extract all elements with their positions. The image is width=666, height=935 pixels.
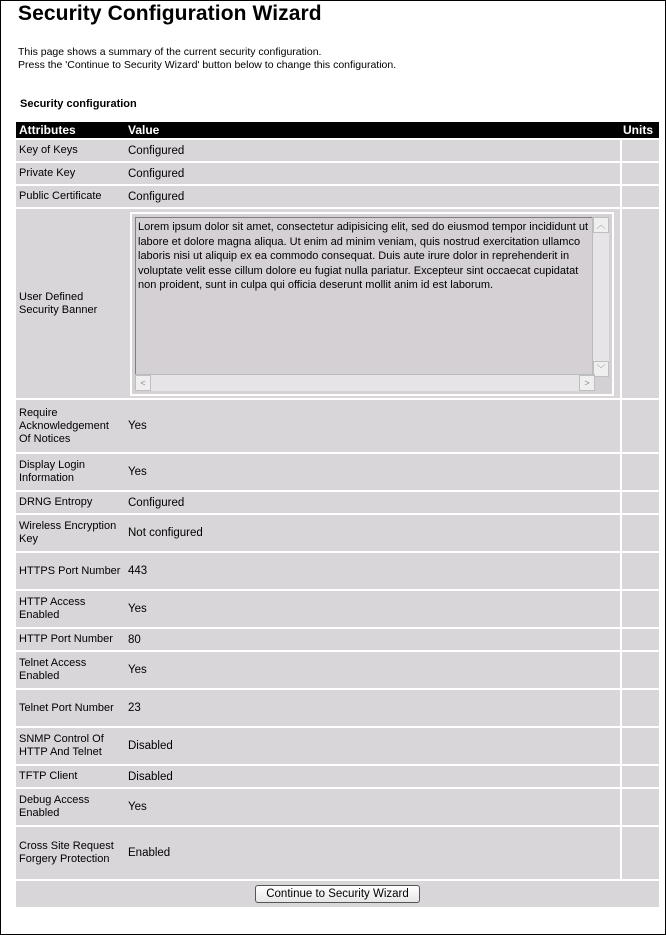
table-header-row — [16, 122, 659, 138]
attr-cell: TFTP Client — [16, 766, 125, 787]
page-title: Security Configuration Wizard — [18, 2, 322, 25]
table-row — [16, 492, 659, 513]
units-cell — [620, 652, 659, 688]
table-row — [16, 766, 659, 787]
attr-cell: Private Key — [16, 163, 125, 184]
units-cell — [620, 140, 659, 161]
units-cell — [620, 766, 659, 787]
attr-cell: Key of Keys — [16, 140, 125, 161]
attr-cell: Cross Site Request Forgery Protection — [16, 827, 125, 879]
attr-cell: Public Certificate — [16, 186, 125, 207]
table-row — [16, 652, 659, 688]
vertical-scrollbar[interactable] — [592, 217, 609, 377]
units-cell — [620, 186, 659, 207]
units-cell — [620, 591, 659, 627]
attr-cell: Wireless Encryption Key — [16, 515, 125, 551]
units-cell — [620, 629, 659, 650]
value-cell: 443 — [125, 553, 620, 589]
units-cell — [620, 454, 659, 490]
table-row — [16, 629, 659, 650]
security-banner-textarea[interactable] — [130, 212, 614, 396]
table-row — [16, 400, 659, 452]
table-row — [16, 789, 659, 825]
header-units: Units — [620, 122, 659, 138]
attr-cell: DRNG Entropy — [16, 492, 125, 513]
value-cell — [125, 209, 620, 398]
attr-cell: Display Login Information — [16, 454, 125, 490]
scroll-down-arrow-icon[interactable]: ﹀ — [593, 361, 609, 377]
value-cell: Not configured — [125, 515, 620, 551]
table-row — [16, 163, 659, 184]
units-cell — [620, 400, 659, 452]
attr-cell: Require Acknowledgement Of Notices — [16, 400, 125, 452]
units-cell — [620, 163, 659, 184]
table-row — [16, 591, 659, 627]
table-row — [16, 186, 659, 207]
table-row — [16, 515, 659, 551]
horizontal-scrollbar[interactable] — [135, 374, 595, 391]
value-cell: Configured — [125, 492, 620, 513]
scroll-left-arrow-icon[interactable]: < — [135, 375, 151, 391]
table-footer-row — [16, 881, 659, 907]
intro-text — [18, 46, 396, 72]
value-cell: Configured — [125, 163, 620, 184]
security-config-table — [16, 120, 659, 909]
attr-cell: Telnet Port Number — [16, 690, 125, 726]
table-row — [16, 690, 659, 726]
table-row — [16, 140, 659, 161]
value-cell: Yes — [125, 454, 620, 490]
header-attributes: Attributes — [16, 122, 125, 138]
value-cell: Configured — [125, 186, 620, 207]
units-cell — [620, 827, 659, 879]
units-cell — [620, 209, 659, 398]
value-cell: Disabled — [125, 728, 620, 764]
value-cell: Yes — [125, 400, 620, 452]
scroll-right-arrow-icon[interactable]: > — [579, 375, 595, 391]
table-row — [16, 209, 659, 398]
value-cell: Configured — [125, 140, 620, 161]
value-cell: 23 — [125, 690, 620, 726]
scroll-up-arrow-icon[interactable]: ︿ — [593, 217, 609, 233]
value-cell: Enabled — [125, 827, 620, 879]
table-row — [16, 553, 659, 589]
units-cell — [620, 728, 659, 764]
security-banner-text: Lorem ipsum dolor sit amet, consectetur adipisicing elit, sed do eiusmod tempor incididunt ut labore et dolore magna aliqua. Ut enim ad minim veniam, quis nostrud exercitation ullamco laboris nisi ut aliquip ex ea commodo consequat. Duis aute irure dolor in reprehenderit in voluptate velit esse cillum dolore eu fugiat nulla pariatur. Excepteur sint occaecat cupidatat non proident, sunt in culpa qui officia deserunt mollit anim id est laborum. — [135, 217, 595, 377]
units-cell — [620, 690, 659, 726]
value-cell: Yes — [125, 789, 620, 825]
continue-to-security-wizard-button[interactable]: Continue to Security Wizard — [255, 885, 420, 903]
attr-cell: Debug Access Enabled — [16, 789, 125, 825]
intro-line-1: This page shows a summary of the current security configuration. — [18, 46, 322, 58]
value-cell: Yes — [125, 652, 620, 688]
attr-cell: HTTPS Port Number — [16, 553, 125, 589]
units-cell — [620, 789, 659, 825]
attr-cell: HTTP Access Enabled — [16, 591, 125, 627]
value-cell: Yes — [125, 591, 620, 627]
value-cell: 80 — [125, 629, 620, 650]
footer-cell — [16, 881, 659, 907]
intro-line-2: Press the 'Continue to Security Wizard' button below to change this configuration. — [18, 59, 397, 71]
table-row — [16, 728, 659, 764]
attr-cell: Telnet Access Enabled — [16, 652, 125, 688]
table-row — [16, 827, 659, 879]
attr-cell: SNMP Control Of HTTP And Telnet — [16, 728, 125, 764]
value-cell: Disabled — [125, 766, 620, 787]
units-cell — [620, 553, 659, 589]
units-cell — [620, 515, 659, 551]
attr-cell: HTTP Port Number — [16, 629, 125, 650]
attr-cell: User Defined Security Banner — [16, 209, 125, 398]
section-title: Security configuration — [20, 98, 137, 110]
table-row — [16, 454, 659, 490]
header-value: Value — [125, 122, 620, 138]
units-cell — [620, 492, 659, 513]
